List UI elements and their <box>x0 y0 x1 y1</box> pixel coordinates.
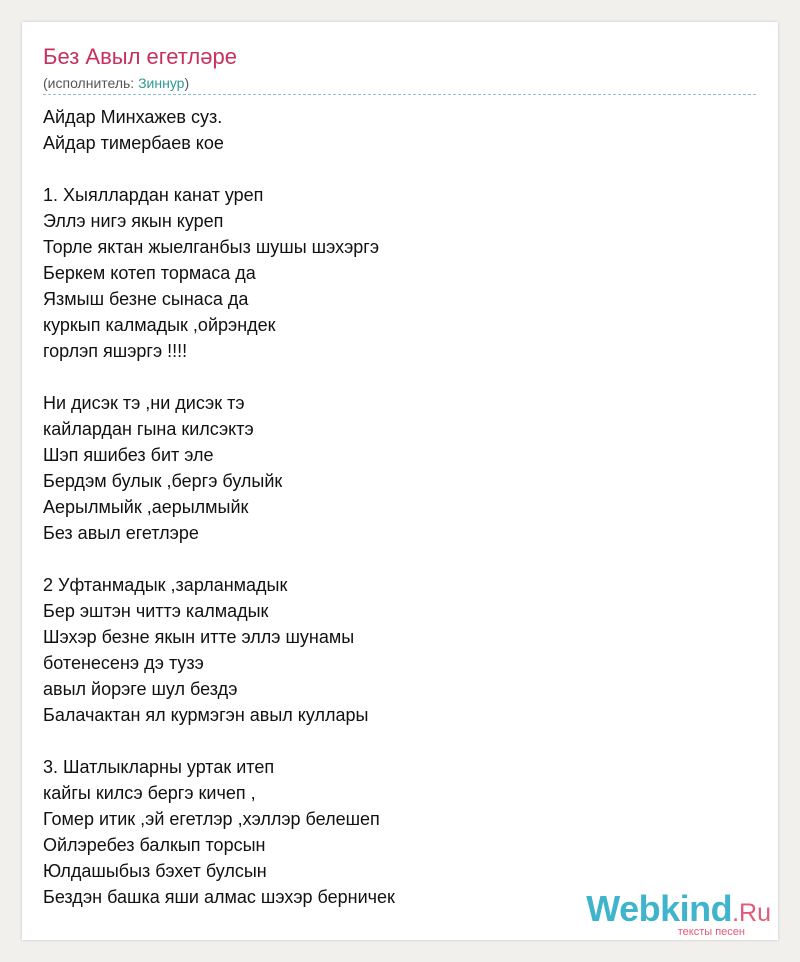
artist-suffix: ) <box>184 75 190 91</box>
lyric-line: авыл йорэге шул бездэ <box>43 679 238 699</box>
title-divider <box>43 94 756 95</box>
lyric-line: куркып калмадык ,ойрэндек <box>43 315 276 335</box>
lyric-line: Бездэн башка яши алмас шэхэр берничек <box>43 887 395 907</box>
lyric-line: Язмыш безне сынаса да <box>43 289 249 309</box>
logo-tld: .Ru <box>732 899 771 927</box>
lyric-line: Гомер итик ,эй егетлэр ,хэллэр белешеп <box>43 809 380 829</box>
lyric-line: Беркем котеп тормаса да <box>43 263 256 283</box>
logo-main-text: Webkind <box>586 888 733 929</box>
lyric-line: Айдар тимербаев кое <box>43 133 224 153</box>
song-title: Без Авыл егетләре <box>43 44 237 69</box>
lyric-line: Бер эштэн читтэ калмадык <box>43 601 269 621</box>
lyric-line: кайгы килсэ бергэ кичеп , <box>43 783 256 803</box>
logo-wordmark <box>586 888 771 930</box>
stanza-break <box>43 546 395 572</box>
lyrics-card <box>22 22 778 940</box>
lyrics-body <box>43 104 395 910</box>
lyric-line: Без авыл егетлэре <box>43 523 199 543</box>
lyric-line: Шэхэр безне якын итте эллэ шунамы <box>43 627 355 647</box>
stanza-break <box>43 728 395 754</box>
lyric-line: 2 Уфтанмадык ,зарланмадык <box>43 575 288 595</box>
webkind-logo[interactable] <box>586 888 771 938</box>
lyric-line: Торле яктан жыелганбыз шушы шэхэргэ <box>43 237 380 257</box>
lyric-line: Ойлэребез балкып торсын <box>43 835 266 855</box>
lyric-line: Аерылмыйк ,аерылмыйк <box>43 497 249 517</box>
lyric-line: Шэп яшибез бит эле <box>43 445 214 465</box>
lyric-line: ботенесенэ дэ тузэ <box>43 653 204 673</box>
stanza-break <box>43 156 395 182</box>
artist-prefix: (исполнитель: <box>43 75 139 91</box>
logo-subtitle: тексты песен <box>677 926 745 938</box>
lyric-line: Бердэм булык ,бергэ булыйк <box>43 471 283 491</box>
lyric-line: Ни дисэк тэ ,ни дисэк тэ <box>43 393 245 413</box>
lyric-line: Эллэ нигэ якын куреп <box>43 211 224 231</box>
stanza-break <box>43 364 395 390</box>
lyric-line: 1. Хыяллардан канат уреп <box>43 185 264 205</box>
artist-link[interactable]: Зиннур <box>138 75 185 91</box>
lyric-line: горлэп яшэргэ !!!! <box>43 341 188 361</box>
lyric-line: 3. Шатлыкларны уртак итеп <box>43 757 275 777</box>
lyric-line: кайлардан гына килсэктэ <box>43 419 254 439</box>
artist-byline <box>43 74 189 92</box>
lyric-line: Айдар Минхажев суз. <box>43 107 223 127</box>
lyric-line: Юлдашыбыз бэхет булсын <box>43 861 267 881</box>
lyric-line: Балачактан ял курмэгэн авыл куллары <box>43 705 369 725</box>
